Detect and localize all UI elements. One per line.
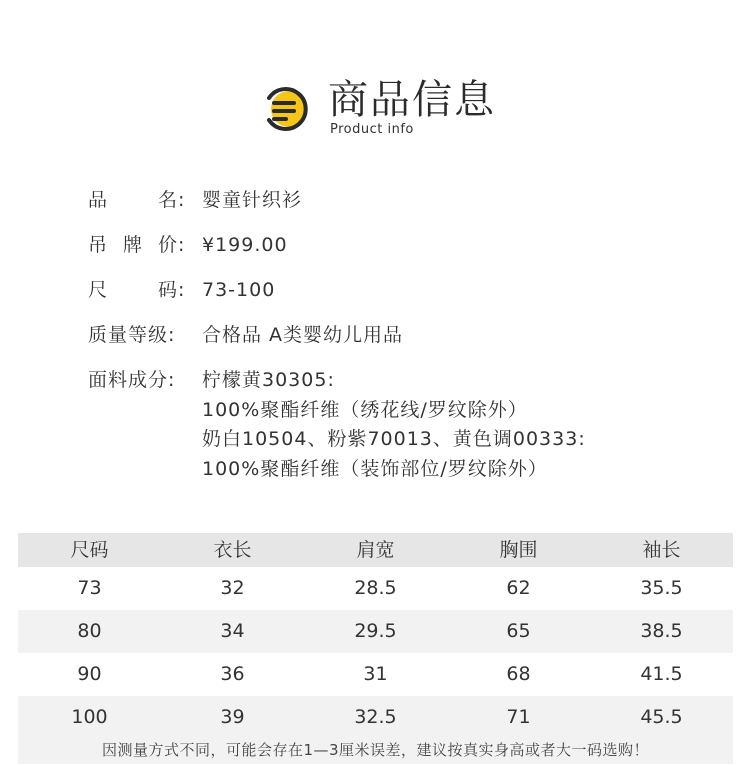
table-cell: 29.5	[354, 620, 397, 642]
table-cell: 39	[220, 706, 245, 728]
info-row-price: 吊牌价: ¥199.00	[88, 231, 728, 276]
table-cell: 36	[220, 663, 245, 685]
grade-value: 合格品 A类婴幼儿用品	[202, 324, 404, 346]
table-cell: 90	[77, 663, 102, 685]
fabric-label: 面料成分:	[88, 369, 176, 391]
size-table	[18, 533, 733, 739]
info-row-grade	[88, 321, 728, 366]
fabric-line: 奶白10504、粉紫70013、黄色调00333:	[202, 428, 586, 450]
table-row	[18, 610, 733, 653]
table-cell: 62	[506, 577, 531, 599]
table-cell: 80	[77, 620, 102, 642]
name-value: 婴童针织衫	[202, 189, 303, 211]
table-cell: 71	[506, 706, 531, 728]
table-cell: 32	[220, 577, 245, 599]
table-row	[18, 567, 733, 610]
table-cell: 31	[363, 663, 388, 685]
table-cell: 100	[71, 706, 108, 728]
table-header-cell: 胸围	[499, 539, 538, 561]
table-cell: 41.5	[640, 663, 683, 685]
table-cell: 34	[220, 620, 245, 642]
page-subtitle: Product info	[330, 122, 414, 137]
table-cell: 35.5	[640, 577, 683, 599]
table-cell: 32.5	[354, 706, 397, 728]
table-cell: 38.5	[640, 620, 683, 642]
grade-label: 质量等级:	[88, 324, 176, 346]
section-header	[262, 74, 522, 144]
table-row	[18, 696, 733, 739]
fabric-line: 100%聚酯纤维（装饰部位/罗纹除外）	[202, 457, 548, 480]
name-label: 品名	[88, 189, 178, 211]
fabric-line: 柠檬黄30305:	[202, 369, 335, 391]
size-label: 尺码	[88, 279, 178, 301]
price-value: ¥199.00	[202, 234, 288, 256]
size-value: 73-100	[202, 279, 276, 301]
table-header-cell: 肩宽	[356, 539, 395, 561]
table-cell: 65	[506, 620, 531, 642]
table-cell: 28.5	[354, 577, 397, 599]
price-label: 吊牌价	[88, 234, 178, 256]
info-row-fabric	[88, 366, 728, 480]
page-title: 商品信息	[328, 77, 496, 123]
table-header-cell: 袖长	[642, 539, 681, 561]
table-header-row	[18, 533, 733, 567]
measurement-note: 因测量方式不同，可能会存在1—3厘米误差，建议按真实身高或者大一码选购！	[18, 736, 733, 764]
document-icon	[262, 84, 312, 134]
info-row-size: 尺码: 73-100	[88, 276, 728, 321]
fabric-line: 100%聚酯纤维（绣花线/罗纹除外）	[202, 398, 528, 421]
info-row-name: 品名: 婴童针织衫	[88, 186, 728, 231]
table-header-cell: 衣长	[213, 539, 252, 561]
table-cell: 68	[506, 663, 531, 685]
table-cell: 73	[77, 577, 102, 599]
table-row	[18, 653, 733, 696]
product-info	[88, 186, 728, 480]
table-cell: 45.5	[640, 706, 683, 728]
table-header-cell: 尺码	[70, 539, 109, 561]
